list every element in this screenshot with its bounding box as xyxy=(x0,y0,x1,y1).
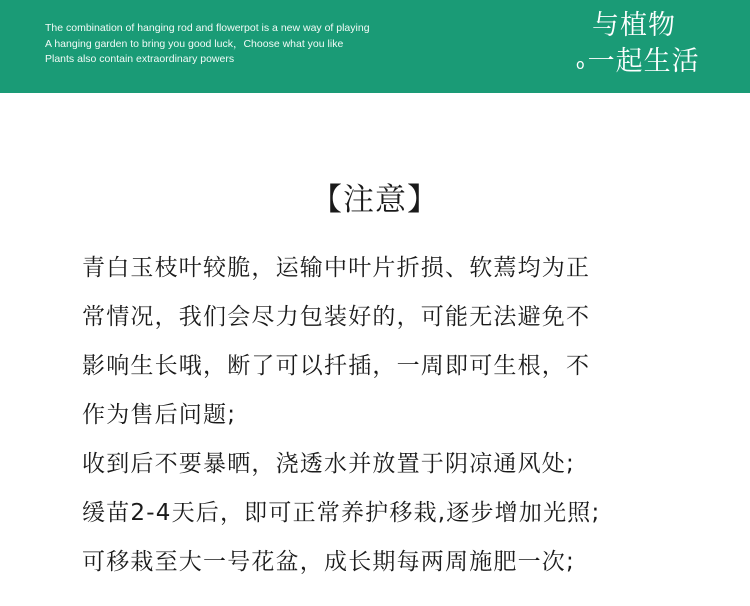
notice-line: 收到后不要暴晒，浇透水并放置于阴凉通风处; xyxy=(82,451,575,477)
notice-line: 可移栽至大一号花盆，成长期每两周施肥一次; xyxy=(82,549,575,575)
notice-line: 影响生长哦，断了可以扦插，一周即可生根，不 xyxy=(82,353,591,379)
notice-line: 青白玉枝叶较脆，运输中叶片折损、软蔫均为正 xyxy=(82,255,591,281)
notice-line: 常情况，我们会尽力包装好的，可能无法避免不 xyxy=(82,304,591,330)
tagline-line: Plants also contain extraordinary powers xyxy=(45,53,235,65)
header-banner xyxy=(0,0,750,93)
notice-title: 【注意】 xyxy=(311,182,439,218)
slogan-top: 与植物 xyxy=(592,10,676,41)
tagline-line: A hanging garden to bring you good luck，Choose what you like xyxy=(45,37,344,50)
slogan-bottom xyxy=(576,46,700,81)
tagline-line: The combination of hanging rod and flowerpot is a new way of playing xyxy=(45,22,370,34)
slogan-bottom-text: 一起生活 xyxy=(587,46,700,77)
slogan-mark: o xyxy=(576,57,586,73)
notice-line: 作为售后问题; xyxy=(82,402,237,428)
english-tagline xyxy=(45,21,505,68)
notice-line: 缓苗2-4天后，即可正常养护移栽,逐步增加光照; xyxy=(82,500,601,526)
notice-body xyxy=(82,244,682,587)
